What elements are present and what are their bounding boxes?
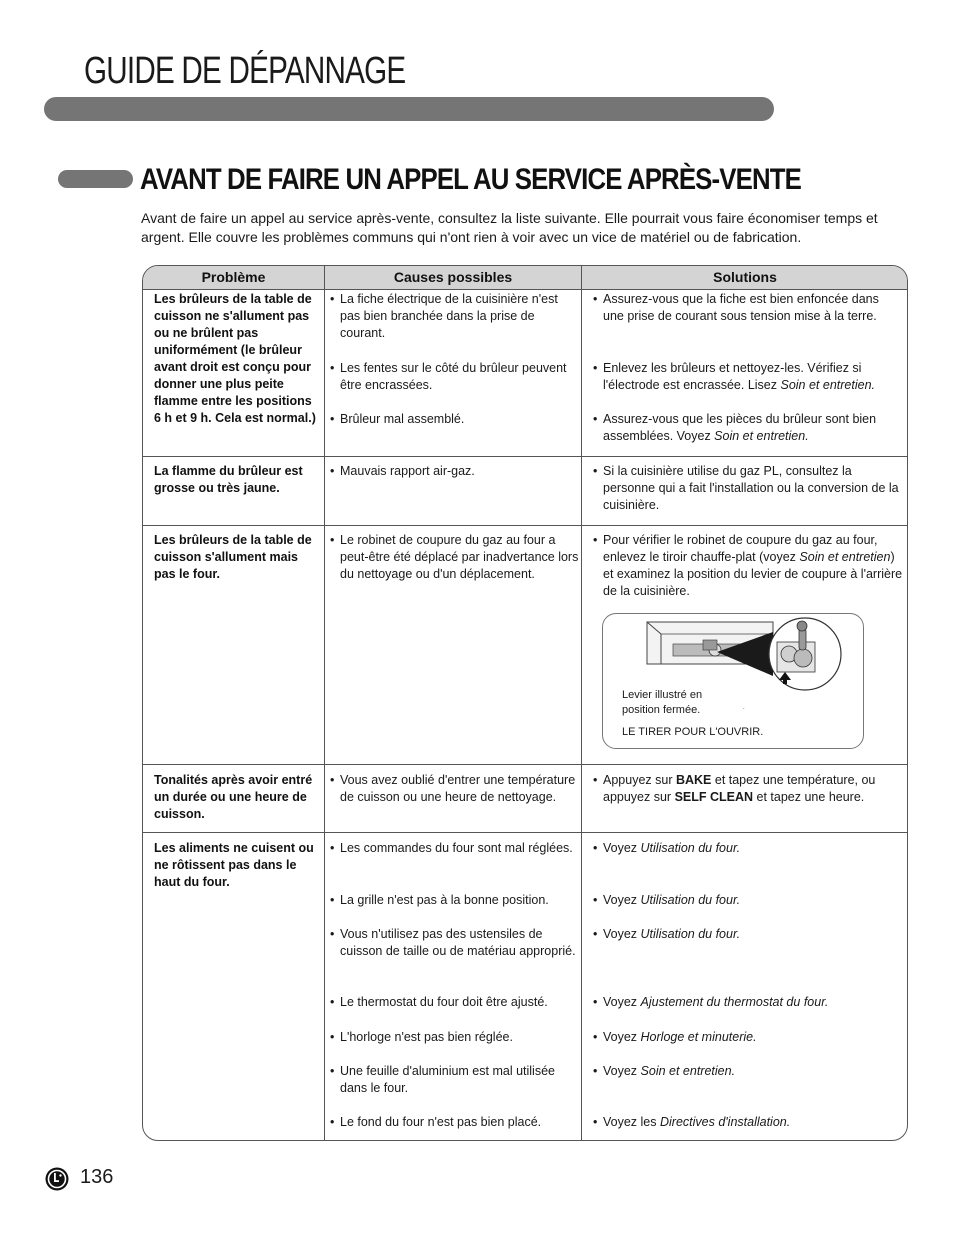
header-causes: Causes possibles bbox=[393, 269, 513, 285]
solution-item bbox=[593, 840, 903, 857]
solution-text: Voyez bbox=[603, 893, 641, 907]
solution-text: Appuyez sur bbox=[603, 773, 676, 787]
solution-reference: Ajustement du thermostat du four. bbox=[640, 995, 829, 1009]
section-title: AVANT DE FAIRE UN APPEL AU SERVICE APRÈS-VENTE bbox=[140, 163, 801, 196]
intro-paragraph: Avant de faire un appel au service après-vente, consultez la liste suivante. Elle pourrait vous faire économiser temps et argent. Elle couvre les problèmes communs qui n'ont rien à voir avec un vice de matériel ou de fabrication. bbox=[141, 210, 878, 245]
solution-item bbox=[593, 772, 903, 806]
solution-text: Voyez bbox=[603, 995, 641, 1009]
cause-item: • Vous n'utilisez pas des ustensiles de cuisson de taille ou de matériau approprié. bbox=[330, 926, 580, 960]
cause-item: • Les commandes du four sont mal réglées. bbox=[330, 840, 580, 857]
header-bar bbox=[44, 97, 774, 121]
cause-item: • Vous avez oublié d'entrer une température de cuisson ou une heure de nettoyage. bbox=[330, 772, 580, 806]
row-divider bbox=[143, 832, 907, 833]
cause-item: • La fiche électrique de la cuisinière n'est pas bien branchée dans la prise de courant. bbox=[330, 291, 580, 342]
solution-item bbox=[593, 532, 903, 600]
cause-item: • Mauvais rapport air-gaz. bbox=[330, 463, 580, 480]
cause-item: • L'horloge n'est pas bien réglée. bbox=[330, 1029, 580, 1046]
solution-text: Voyez bbox=[603, 1064, 641, 1078]
solution-item bbox=[593, 1029, 903, 1046]
solution-item bbox=[593, 360, 903, 394]
solution-reference: Directives d'installation. bbox=[659, 1115, 791, 1129]
problem-cell: Les brûleurs de la table de cuisson s'allument mais pas le four. bbox=[154, 533, 312, 581]
solution-reference: Utilisation du four. bbox=[640, 893, 741, 907]
self-clean-key-label: SELF CLEAN bbox=[674, 790, 754, 804]
cause-item: • La grille n'est pas à la bonne position. bbox=[330, 892, 580, 909]
solution-text: Enlevez les brûleurs et nettoyez-les. Vérifiez si l'électrode est encrassée. Lisez bbox=[603, 361, 862, 392]
solution-reference: Utilisation du four. bbox=[640, 927, 741, 941]
table-header bbox=[143, 266, 907, 290]
solution-item bbox=[593, 291, 903, 325]
solution-reference: Soin et entretien. bbox=[714, 429, 809, 443]
column-divider bbox=[581, 832, 582, 1141]
solution-text: Assurez-vous que les pièces du brûleur sont bien assemblées. Voyez bbox=[603, 412, 877, 443]
solution-text: et tapez une heure. bbox=[753, 790, 865, 804]
cause-item: • Le fond du four n'est pas bien placé. bbox=[330, 1114, 580, 1131]
solution-text: Pour vérifier le robinet de coupure du gaz au four, enlevez le tiroir chauffe-plat (voyez bbox=[603, 533, 878, 564]
cause-item: • Les fentes sur le côté du brûleur peuvent être encrassées. bbox=[330, 360, 580, 394]
solution-item bbox=[593, 994, 903, 1011]
solution-text: Si la cuisinière utilise du gaz PL, consultez la personne qui a fait l'installation ou la conversion de la cuisinière. bbox=[603, 464, 899, 512]
solution-text: Assurez-vous que la fiche est bien enfoncée dans une prise de courant sous tension mise à la terre. bbox=[603, 292, 879, 323]
page-title: GUIDE DE DÉPANNAGE bbox=[84, 50, 406, 92]
row-divider bbox=[143, 525, 907, 526]
solution-reference: Utilisation du four. bbox=[640, 841, 741, 855]
problem-cell: Les aliments ne cuisent ou ne rôtissent pas dans le haut du four. bbox=[154, 841, 314, 889]
problem-cell: Les brûleurs de la table de cuisson ne s'allument pas ou ne brûlent pas uniformément (le brûleur avant droit est conçu pour donner une plus peite flamme entre les positions 6 h et 9 h. Cela est normal.) bbox=[154, 292, 316, 425]
solution-reference: Soin et entretien bbox=[799, 550, 891, 564]
solution-reference: Horloge et minuterie. bbox=[640, 1030, 757, 1044]
figure-instruction: LE TIRER POUR L'OUVRIR. bbox=[622, 726, 764, 738]
cause-item: • Une feuille d'aluminium est mal utilisée dans le four. bbox=[330, 1063, 580, 1097]
section-pill-marker bbox=[58, 170, 133, 188]
solution-item bbox=[593, 1063, 903, 1080]
lg-logo-icon bbox=[45, 1167, 69, 1191]
problem-cell: Tonalités après avoir entré un durée ou une heure de cuisson. bbox=[154, 773, 313, 821]
solution-text: et tapez une température, ou appuyez sur bbox=[603, 773, 876, 804]
solution-item bbox=[593, 411, 903, 445]
solution-item bbox=[593, 926, 903, 943]
solution-item bbox=[593, 892, 903, 909]
solution-text: Voyez les bbox=[603, 1115, 660, 1129]
solution-reference: Soin et entretien. bbox=[780, 378, 875, 392]
troubleshooting-table bbox=[142, 265, 908, 1141]
page-number: 136 bbox=[80, 1166, 114, 1188]
solution-reference: Soin et entretien. bbox=[640, 1064, 736, 1078]
solution-item bbox=[593, 1114, 903, 1131]
solution-text: Voyez bbox=[603, 927, 641, 941]
figure-caption: Levier illustré en position fermée. bbox=[622, 689, 703, 716]
column-divider bbox=[324, 266, 325, 832]
cause-item: • Brûleur mal assemblé. bbox=[330, 411, 580, 428]
gas-shutoff-figure bbox=[602, 613, 864, 749]
row-divider bbox=[143, 456, 907, 457]
solution-item bbox=[593, 463, 903, 514]
solution-text: Voyez bbox=[603, 841, 641, 855]
column-divider bbox=[324, 832, 325, 1141]
cause-item: • Le robinet de coupure du gaz au four a peut-être été déplacé par inadvertance lors du nettoyage ou d'un déplacement. bbox=[330, 532, 580, 583]
row-divider bbox=[143, 764, 907, 765]
problem-cell: La flamme du brûleur est grosse ou très jaune. bbox=[154, 464, 303, 495]
solution-text: Voyez bbox=[603, 1030, 641, 1044]
header-solutions: Solutions bbox=[713, 269, 777, 285]
header-problem: Problème bbox=[201, 269, 266, 285]
svg-text:.: . bbox=[743, 705, 745, 711]
cause-item: • Le thermostat du four doit être ajusté. bbox=[330, 994, 580, 1011]
solution-text: ) et examinez la position du levier de coupure à l'arrière de la cuisinière. bbox=[603, 550, 903, 598]
column-divider bbox=[581, 266, 582, 832]
bake-key-label: BAKE bbox=[675, 773, 712, 787]
